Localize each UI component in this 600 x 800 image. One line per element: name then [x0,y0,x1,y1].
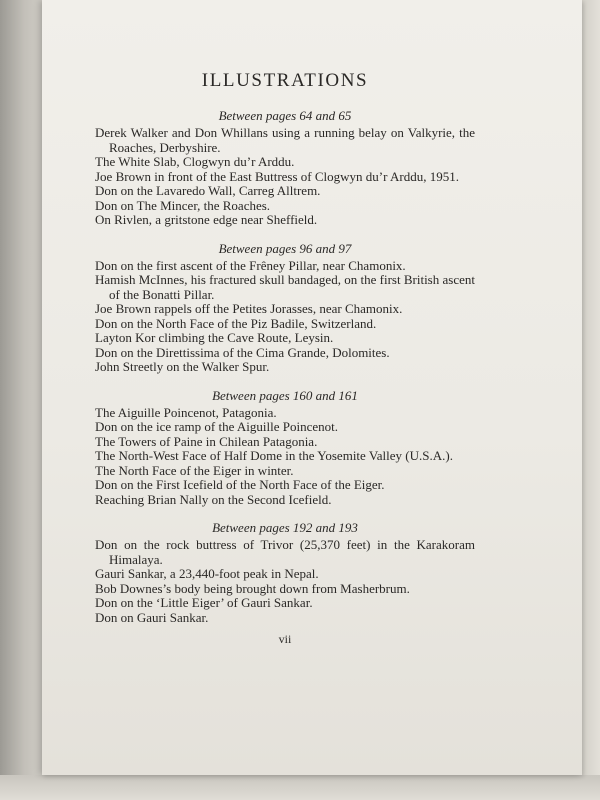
list-item: Don on the Lavaredo Wall, Carreg Alltrem. [95,183,321,198]
section-pages-96-97 [95,239,475,375]
list-item: Don on The Mincer, the Roaches. [95,197,271,213]
section-pages-160-161 [95,386,475,508]
list-item: The North Face of the Eiger in winter. [95,462,294,478]
section-heading: Between pages 160 and 161 [212,387,358,403]
list-item: Reaching Brian Nally on the Second Icefield. [95,491,332,507]
list-item: Bob Downes’s body being brought down from Masherbrum. [95,580,410,596]
page-bottom-edge [0,775,600,800]
page-number: vii [278,632,292,646]
section-pages-64-65 [95,106,475,228]
list-item: On Rivlen, a gritstone edge near Sheffield. [95,212,318,227]
section-heading: Between pages 192 and 193 [212,520,358,535]
section-heading: Between pages 96 and 97 [218,240,352,256]
list-item: The Aiguille Poincenot, Patagonia. [95,404,277,420]
list-item: Don on the first ascent of the Frêney Pillar, near Chamonix. [95,257,406,273]
list-item: The White Slab, Clogwyn du’r Arddu. [95,154,295,169]
list-item: Joe Brown rappels off the Petites Jorasses, near Chamonix. [95,301,403,316]
section-pages-192-193 [95,518,475,625]
list-item: Don on the rock buttress of Trivor (25,370 feet) in the Karakoram Himalaya. [95,537,475,567]
list-item: Don on the North Face of the Piz Badile, Switzerland. [95,315,377,331]
illustrations-list [95,60,475,659]
list-item: The Towers of Paine in Chilean Patagonia. [95,433,318,449]
list-item: Gauri Sankar, a 23,440-foot peak in Nepal. [95,566,319,581]
list-item: Layton Kor climbing the Cave Route, Leysin. [95,330,334,345]
list-item: Derek Walker and Don Whillans using a running belay on Valkyrie, the Roaches, Derbyshire. [95,125,475,155]
list-item: Don on the First Icefield of the North Face of the Eiger. [95,477,385,492]
list-item: Don on the Direttissima of the Cima Grande, Dolomites. [95,344,390,360]
list-item: Joe Brown in front of the East Buttress of Clogwyn du’r Arddu, 1951. [95,168,459,184]
list-item: Don on the ice ramp of the Aiguille Poincenot. [95,419,338,434]
section-heading: Between pages 64 and 65 [218,108,352,123]
page-title: ILLUSTRATIONS [201,70,369,91]
list-item: Don on Gauri Sankar. [95,609,209,625]
list-item: The North-West Face of Half Dome in the Yosemite Valley (U.S.A.). [95,448,453,463]
list-item: Don on the ‘Little Eiger’ of Gauri Sankar. [95,595,313,610]
list-item: John Streetly on the Walker Spur. [95,359,270,374]
list-item: Hamish McInnes, his fractured skull bandaged, on the first British ascent of the Bonatti Pillar. [95,272,475,302]
